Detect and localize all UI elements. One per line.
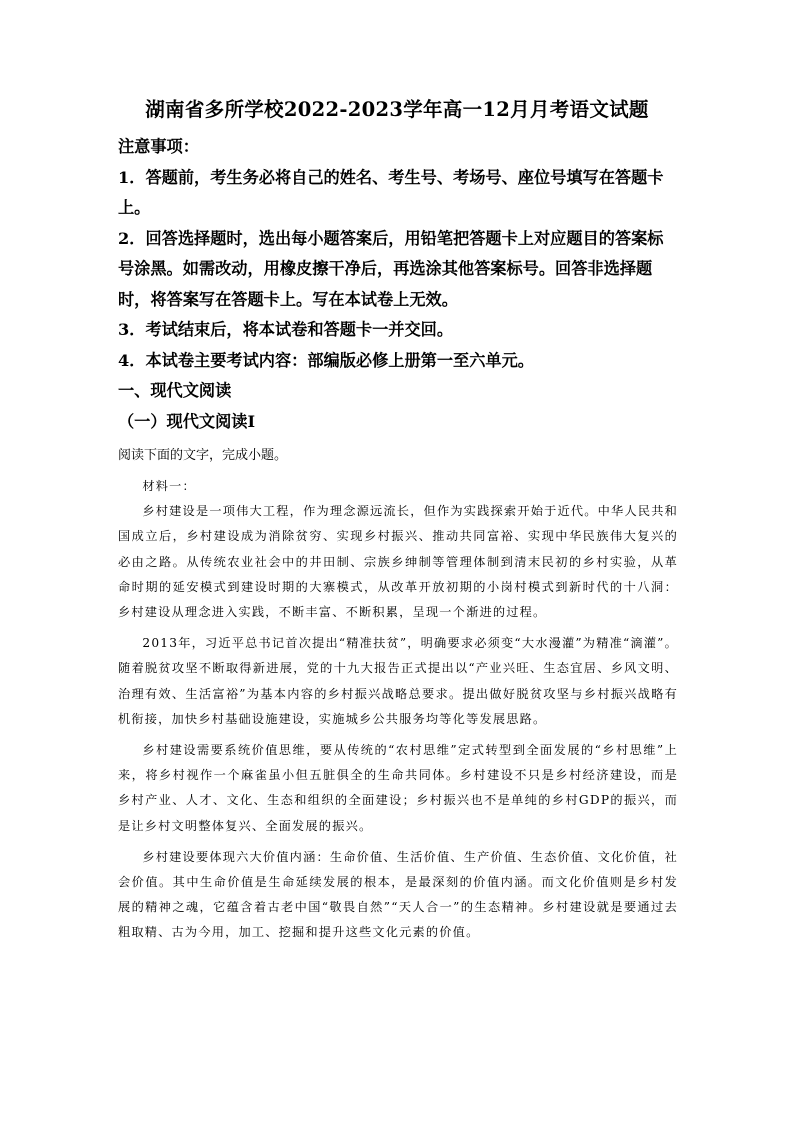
material-paragraph-1: 乡村建设是一项伟大工程，作为理念源远流长，但作为实践探索开始于近代。中华人民共和国成立后，乡村建设成为消除贫穷、实现乡村振兴、推动共同富裕、实现中华民族伟大复兴的必由之路。从传统农业社会中的井田制、宗族乡绅制等管理体制到清末民初的乡村实验，从革命时期的延安模式到建设时期的大寨模式，从改革开放初期的小岗村模式到新时代的十八洞：乡村建设从理念进入实践，不断丰富、不断积累，呈现一个渐进的过程。 bbox=[118, 504, 678, 620]
document-title: 湖南省多所学校2022-2023学年高一12月月考语文试题 bbox=[145, 98, 649, 121]
material-label: 材料一： bbox=[142, 479, 196, 493]
material-paragraph-3: 乡村建设需要系统价值思维，要从传统的“农村思维”定式转型到全面发展的“乡村思维”上来，将乡村视作一个麻雀虽小但五脏俱全的生命共同体。乡村建设不只是乡村经济建设，而是乡村产业、人才、文化、生态和组织的全面建设；乡村振兴也不是单纯的乡村GDP的振兴，而是让乡村文明整体复兴、全面发展的振兴。 bbox=[118, 743, 678, 833]
notice-heading: 注意事项： bbox=[118, 137, 199, 156]
subsection-heading: （一）现代文阅读Ⅰ bbox=[118, 411, 256, 431]
reading-instruction: 阅读下面的文字，完成小题。 bbox=[118, 448, 288, 463]
notice-item-4: 4．本试卷主要考试内容：部编版必修上册第一至六单元。 bbox=[118, 350, 534, 370]
notice-item-1: 1．答题前，考生务必将自己的姓名、考生号、考场号、座位号填写在答题卡上。 bbox=[118, 167, 664, 217]
notice-item-3: 3．考试结束后，将本试卷和答题卡一并交回。 bbox=[118, 320, 454, 339]
section-heading: 一、现代文阅读 bbox=[118, 381, 232, 400]
material-paragraph-4: 乡村建设要体现六大价值内涵：生命价值、生活价值、生产价值、生态价值、文化价值，社会价值。其中生命价值是生命延续发展的根本，是最深刻的价值内涵。而文化价值则是乡村发展的精神之魂，它蕴含着古老中国“敬畏自然”“天人合一”的生态精神。乡村建设就是要通过去粗取精、古为今用，加工、挖掘和提升这些文化元素的价值。 bbox=[118, 849, 678, 940]
material-paragraph-2: 2013年，习近平总书记首次提出“精准扶贫”，明确要求必须变“大水漫灌”为精准“滴灌”。随着脱贫攻坚不断取得新进展，党的十九大报告正式提出以“产业兴旺、生态宜居、乡风文明、治理有效、生活富裕”为基本内容的乡村振兴战略总要求。提出做好脱贫攻坚与乡村振兴战略有机衔接，加快乡村基础设施建设，实施城乡公共服务均等化等发展思路。 bbox=[118, 636, 678, 726]
notice-item-2: 2．回答选择题时，选出每小题答案后，用铅笔把答题卡上对应题目的答案标号涂黑。如需改动，用橡皮擦干净后，再选涂其他答案标号。回答非选择题时，将答案写在答题卡上。写在本试卷上无效。 bbox=[118, 228, 664, 309]
material-text bbox=[118, 474, 678, 952]
notice-block bbox=[118, 132, 678, 437]
